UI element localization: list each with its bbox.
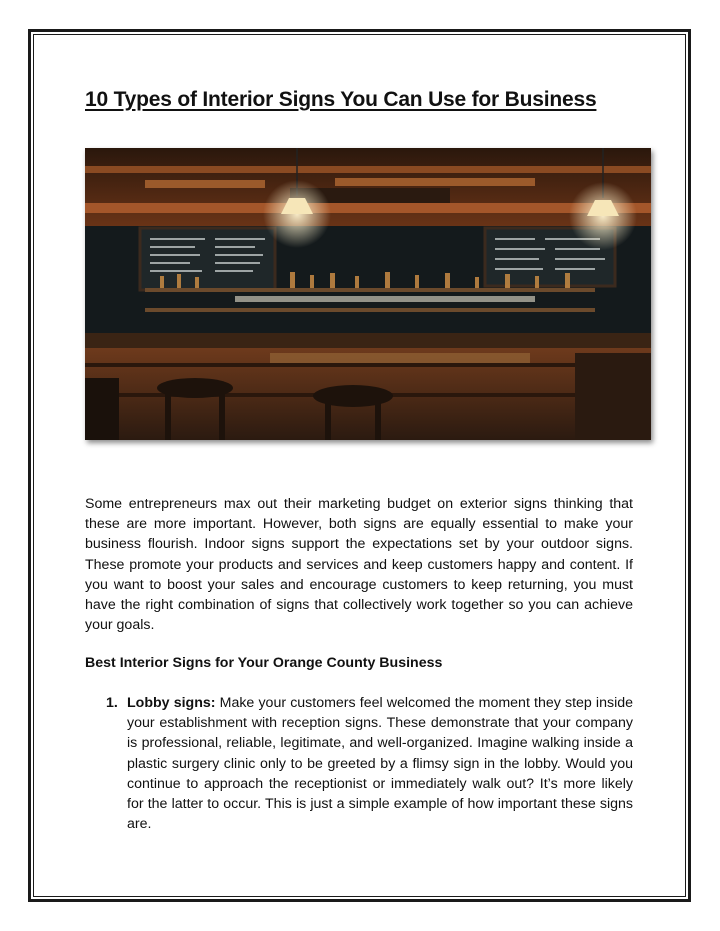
section-heading: Best Interior Signs for Your Orange County Business xyxy=(85,655,443,671)
signs-list xyxy=(85,693,633,834)
intro-paragraph: Some entrepreneurs max out their marketing budget on exterior signs thinking that these are more important. However, both signs are equally essential to make your business flourish. Indoor signs support the expectations set by your outdoor signs. These promote your products and services and keep customers happy and content. If you want to boost your sales and encourage customers to keep returning, you must have the right combination of signs that collectively work together so you can achieve your goals. xyxy=(85,496,633,634)
bar-interior-photo xyxy=(85,148,651,440)
list-item xyxy=(85,693,633,834)
list-item-number: 1. xyxy=(106,695,118,711)
list-item-term: Lobby signs: xyxy=(127,695,216,711)
page-title: 10 Types of Interior Signs You Can Use for Business xyxy=(85,88,597,111)
list-item-text: Make your customers feel welcomed the moment they step inside your establishment with reception signs. These demonstrate that your company is professional, reliable, legitimate, and well-organized. Imagine walking inside a plastic surgery clinic only to be greeted by a flimsy sign in the lobby. Would you continue to approach the receptionist or immediately walk out? It’s more likely for the latter to occur. This is just a simple example of how important these signs are. xyxy=(127,695,634,833)
